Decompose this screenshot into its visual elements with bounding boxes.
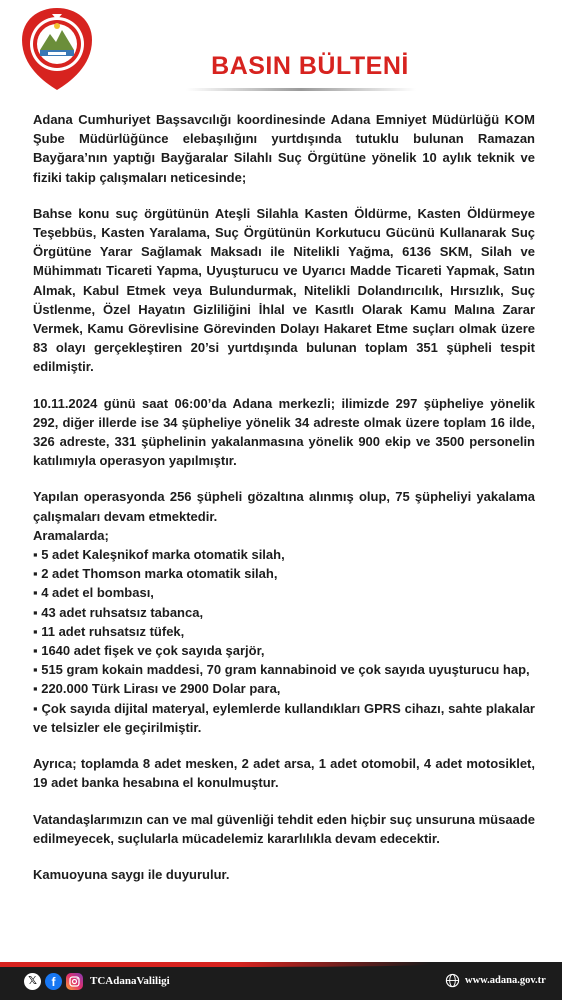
- seized-item: ▪ 43 adet ruhsatsız tabanca,: [33, 604, 204, 620]
- paragraph-closing: Kamuoyuna saygı ile duyurulur.: [33, 866, 230, 882]
- adana-governorship-logo: [18, 6, 96, 92]
- globe-icon: [445, 973, 460, 988]
- paragraph-intro: Adana Cumhuriyet Başsavcılığı koordinesinde Adana Emniyet Müdürlüğü KOM Şube Müdürlüğünce elebaşılığını yurtdışında tutuklu bulunan Ramazan Bayğara’nın yaptığı Bayğaralar Silahlı Suç Örgütüne yönelik 10 aylık teknik ve fiziki takip çalışmaları neticesinde;: [33, 112, 535, 185]
- paragraph-commitment: Vatandaşlarımızın can ve mal güvenliği tehdit eden hiçbir suç unsuruna müsaade edilmeyecek, suçlularla mücadelemiz kararlılıkla devam edecektir.: [33, 811, 535, 846]
- seized-item: ▪ 2 adet Thomson marka otomatik silah,: [33, 566, 278, 582]
- footer-accent: [0, 962, 430, 967]
- facebook-icon[interactable]: f: [45, 973, 62, 990]
- paragraph-operation: 10.11.2024 günü saat 06:00’da Adana merkezli; ilimizde 297 şüpheliye yönelik 292, diğer illerde ise 34 şüpheliye yönelik 34 adreste olmak üzere toplam 16 ilde, 326 adreste, 331 şüphelinin yakalanmasına yönelik 900 ekip ve 3500 personelin katılımıyla operasyon yapılmıştır.: [33, 395, 535, 469]
- instagram-icon[interactable]: [66, 973, 83, 990]
- paragraph-crimes: Bahse konu suç örgütünün Ateşli Silahla Kasten Öldürme, Kasten Öldürmeye Teşebbüs, Kasten Yaralama, Suç Örgütünün Korkutucu Gücünü Kullanarak Suç Örgütüne Yarar Sağlamak Maksadı ile Nitelikli Yağma, 6136 SKM, Silah ve Mühimmatı Ticareti Yapma, Uyuşturucu ve Uyarıcı Madde Ticareti Yapmak, Satın Almak, Kabul Etmek veya Bulundurmak, Nitelikli Dolandırıcılık, Hırsızlık, Suç Üstlenme, Özel Hayatın Gizliliğini İhlal ve Kasıtlı Olarak Kamu Malına Zarar Vermek, Kamu Görevlisine Görevinden Dolayı Hakaret Etme suçları olmak üzere 83 olayı gerçekleştiren 20’si yurtdışında bulunan toplam 351 şüpheli tespit edilmiştir.: [33, 205, 535, 375]
- seized-item: ▪ 5 adet Kaleşnikof marka otomatik silah,: [33, 547, 285, 563]
- seized-item: ▪ 515 gram kokain maddesi, 70 gram kannabinoid ve çok sayıda uyuşturucu hap,: [33, 662, 530, 678]
- searches-label: Aramalarda;: [33, 527, 109, 543]
- page-title: BASIN BÜLTENİ: [211, 52, 409, 80]
- seized-item: ▪ 4 adet el bombası,: [33, 585, 154, 601]
- seized-item: ▪ Çok sayıda dijital materyal, eylemlerde kullandıkları GPRS cihazı, sahte plakalar ve telsizler ele geçirilmiştir.: [33, 700, 535, 735]
- title-divider: [186, 88, 416, 91]
- x-icon[interactable]: 𝕏: [24, 973, 41, 990]
- social-handle[interactable]: TCAdanaValiligi: [90, 975, 170, 987]
- paragraph-detentions: Yapılan operasyonda 256 şüpheli gözaltına alınmış olup, 75 şüpheliyi yakalama çalışmaları devam etmektedir.: [33, 489, 535, 524]
- website-link[interactable]: www.adana.gov.tr: [465, 975, 546, 986]
- seized-item: ▪ 220.000 Türk Lirası ve 2900 Dolar para,: [33, 681, 281, 697]
- paragraph-assets: Ayrıca; toplamda 8 adet mesken, 2 adet arsa, 1 adet otomobil, 4 adet motosiklet, 19 adet banka hesabına el konulmuştur.: [33, 756, 535, 791]
- press-release-body: [33, 110, 535, 884]
- seized-item: ▪ 11 adet ruhsatsız tüfek,: [33, 623, 185, 639]
- seized-item: ▪ 1640 adet fişek ve çok sayıda şarjör,: [33, 643, 265, 659]
